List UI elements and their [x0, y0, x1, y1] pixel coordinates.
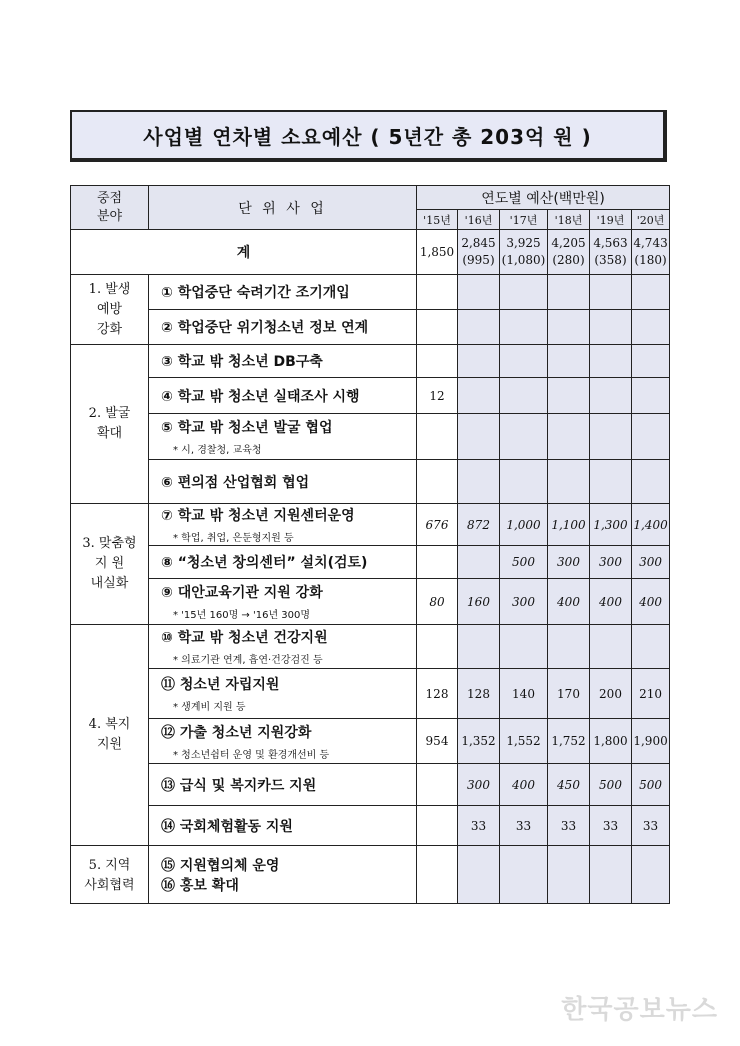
- budget-cell: 400: [632, 579, 670, 625]
- budget-cell: [548, 846, 590, 904]
- budget-cell: 1,752: [548, 719, 590, 764]
- budget-cell: 300: [500, 579, 548, 625]
- table-row: [71, 378, 670, 414]
- year-header: '16년: [458, 210, 500, 230]
- budget-cell: [632, 846, 670, 904]
- total-carryover: (280): [552, 253, 585, 267]
- budget-cell: [458, 846, 500, 904]
- project-cell: [149, 846, 417, 904]
- budget-cell: [632, 378, 670, 414]
- area-cell: 1. 발생 예방 강화: [71, 275, 149, 345]
- project-cell: [149, 625, 417, 669]
- budget-cell: [632, 625, 670, 669]
- project-cell: [149, 504, 417, 546]
- total-carryover: (180): [634, 253, 667, 267]
- budget-cell: 140: [500, 669, 548, 719]
- budget-cell: 170: [548, 669, 590, 719]
- table-row: [71, 719, 670, 764]
- budget-cell: [590, 625, 632, 669]
- table-row: [71, 579, 670, 625]
- total-carryover: (995): [462, 253, 495, 267]
- project-label: ⑦ 학교 밖 청소년 지원센터운영: [161, 508, 355, 524]
- budget-cell: 400: [590, 579, 632, 625]
- budget-cell: 1,800: [590, 719, 632, 764]
- budget-cell: 33: [458, 806, 500, 846]
- budget-cell: 872: [458, 504, 500, 546]
- project-cell: [149, 378, 417, 414]
- budget-cell: 400: [500, 764, 548, 806]
- total-value-cell: [458, 230, 500, 275]
- budget-cell: [548, 310, 590, 345]
- budget-cell: [548, 414, 590, 460]
- header-budget: 연도별 예산(백만원): [417, 186, 670, 210]
- budget-cell: [548, 275, 590, 310]
- table-row: [71, 345, 670, 378]
- budget-cell: 954: [417, 719, 458, 764]
- budget-cell: [417, 806, 458, 846]
- total-value-cell: [548, 230, 590, 275]
- budget-cell: 1,900: [632, 719, 670, 764]
- project-label: ⑭ 국회체험활동 지원: [161, 818, 293, 835]
- budget-cell: [548, 345, 590, 378]
- project-cell: [149, 310, 417, 345]
- budget-cell: [548, 460, 590, 504]
- total-carryover: (358): [594, 253, 627, 267]
- project-label: ⑩ 학교 밖 청소년 건강지원: [161, 630, 328, 646]
- budget-cell: [458, 310, 500, 345]
- budget-cell: 33: [590, 806, 632, 846]
- budget-cell: 300: [458, 764, 500, 806]
- budget-cell: 1,100: [548, 504, 590, 546]
- budget-cell: [632, 275, 670, 310]
- area-cell: 2. 발굴 확대: [71, 345, 149, 504]
- budget-cell: 33: [632, 806, 670, 846]
- budget-cell: 33: [500, 806, 548, 846]
- budget-cell: [417, 310, 458, 345]
- project-label: ⑮ 지원협의체 운영 ⑯ 홍보 확대: [161, 857, 280, 894]
- project-cell: [149, 275, 417, 310]
- project-cell: [149, 460, 417, 504]
- total-value-cell: [417, 230, 458, 275]
- budget-cell: [417, 764, 458, 806]
- budget-cell: [458, 275, 500, 310]
- budget-cell: [458, 378, 500, 414]
- area-cell: 3. 맞춤형 지 원 내실화: [71, 504, 149, 625]
- table-row: [71, 764, 670, 806]
- header-project: 단 위 사 업: [149, 186, 417, 230]
- table-row: [71, 846, 670, 904]
- budget-cell: [590, 310, 632, 345]
- budget-cell: [632, 414, 670, 460]
- project-note: * 시, 경찰청, 교육청: [173, 445, 262, 456]
- project-cell: [149, 579, 417, 625]
- table-row: [71, 669, 670, 719]
- budget-cell: 33: [548, 806, 590, 846]
- project-label: ⑤ 학교 밖 청소년 발굴 협업: [161, 420, 333, 436]
- budget-cell: 300: [632, 546, 670, 579]
- budget-cell: [417, 460, 458, 504]
- year-header: '17년: [500, 210, 548, 230]
- table-row: [71, 625, 670, 669]
- budget-cell: 1,400: [632, 504, 670, 546]
- project-note: * 학업, 취업, 은둔형지원 등: [173, 533, 294, 544]
- budget-cell: 500: [500, 546, 548, 579]
- budget-cell: 300: [590, 546, 632, 579]
- watermark: 한국공보뉴스: [561, 995, 718, 1025]
- budget-cell: 1,552: [500, 719, 548, 764]
- project-cell: [149, 414, 417, 460]
- project-label: ⑧ “청소년 창의센터” 설치(검토): [161, 555, 368, 571]
- budget-cell: [548, 625, 590, 669]
- year-header: '18년: [548, 210, 590, 230]
- table-row: [71, 414, 670, 460]
- project-cell: [149, 669, 417, 719]
- budget-cell: [632, 310, 670, 345]
- project-label: ③ 학교 밖 청소년 DB구축: [161, 354, 323, 370]
- budget-cell: 450: [548, 764, 590, 806]
- project-label: ⑪ 청소년 자립지원: [161, 677, 280, 693]
- budget-cell: [500, 275, 548, 310]
- budget-cell: [417, 414, 458, 460]
- budget-cell: 128: [417, 669, 458, 719]
- budget-cell: [590, 378, 632, 414]
- budget-cell: [500, 460, 548, 504]
- area-cell: 5. 지역 사회협력: [71, 846, 149, 904]
- total-value: 2,845: [461, 236, 496, 250]
- budget-cell: [632, 460, 670, 504]
- budget-cell: [458, 625, 500, 669]
- page-title: 사업별 연차별 소요예산 ( 5년간 총 203억 원 ): [70, 110, 667, 162]
- budget-cell: 80: [417, 579, 458, 625]
- project-cell: [149, 345, 417, 378]
- budget-cell: 1,300: [590, 504, 632, 546]
- budget-cell: 1,000: [500, 504, 548, 546]
- project-note: * 의료기관 연계, 흡연·건강검진 등: [173, 655, 323, 666]
- project-cell: [149, 764, 417, 806]
- table-row: [71, 546, 670, 579]
- header-area: 중점 분야: [71, 186, 149, 230]
- project-label: ⑬ 급식 및 복지카드 지원: [161, 777, 317, 794]
- budget-cell: [500, 310, 548, 345]
- budget-cell: [590, 414, 632, 460]
- budget-cell: [458, 546, 500, 579]
- budget-cell: [500, 414, 548, 460]
- budget-cell: 676: [417, 504, 458, 546]
- budget-cell: [500, 846, 548, 904]
- budget-cell: [632, 345, 670, 378]
- budget-cell: 500: [590, 764, 632, 806]
- total-value: 4,205: [551, 236, 586, 250]
- budget-table: [70, 185, 670, 904]
- budget-cell: [590, 846, 632, 904]
- budget-cell: [500, 625, 548, 669]
- project-cell: [149, 546, 417, 579]
- project-label: ⑥ 편의점 산업협회 협업: [161, 474, 310, 491]
- project-note: * '15년 160명 → '16년 300명: [173, 610, 311, 621]
- budget-cell: 210: [632, 669, 670, 719]
- budget-cell: [458, 460, 500, 504]
- budget-cell: 500: [632, 764, 670, 806]
- budget-cell: [417, 625, 458, 669]
- budget-cell: [417, 275, 458, 310]
- budget-cell: 160: [458, 579, 500, 625]
- budget-cell: [548, 378, 590, 414]
- budget-cell: [590, 460, 632, 504]
- budget-cell: 300: [548, 546, 590, 579]
- budget-cell: 400: [548, 579, 590, 625]
- table-row: [71, 806, 670, 846]
- project-label: ⑨ 대안교육기관 지원 강화: [161, 585, 323, 601]
- total-value: 4,563: [593, 236, 628, 250]
- project-label: ④ 학교 밖 청소년 실태조사 시행: [161, 388, 360, 405]
- budget-cell: 12: [417, 378, 458, 414]
- budget-cell: [500, 378, 548, 414]
- budget-cell: [458, 345, 500, 378]
- budget-cell: [458, 414, 500, 460]
- year-header: '19년: [590, 210, 632, 230]
- project-cell: [149, 806, 417, 846]
- total-value-cell: [632, 230, 670, 275]
- budget-cell: [417, 345, 458, 378]
- project-label: ⑫ 가출 청소년 지원강화: [161, 724, 312, 741]
- budget-cell: [417, 846, 458, 904]
- table-row: [71, 504, 670, 546]
- total-label: 계: [71, 230, 417, 275]
- project-note: * 생계비 지원 등: [173, 702, 246, 713]
- total-value: 1,850: [419, 244, 455, 259]
- total-carryover: (1,080): [501, 253, 546, 267]
- year-header: '15년: [417, 210, 458, 230]
- table-row: [71, 310, 670, 345]
- project-label: ① 학업중단 숙려기간 조기개입: [161, 285, 350, 301]
- budget-cell: [417, 546, 458, 579]
- budget-cell: [500, 345, 548, 378]
- budget-cell: [590, 345, 632, 378]
- budget-cell: [590, 275, 632, 310]
- area-cell: 4. 복지 지원: [71, 625, 149, 846]
- table-row: [71, 275, 670, 310]
- project-label: ② 학업중단 위기청소년 정보 연계: [161, 320, 369, 336]
- project-cell: [149, 719, 417, 764]
- total-value-cell: [590, 230, 632, 275]
- project-note: * 청소년쉼터 운영 및 환경개선비 등: [173, 749, 330, 761]
- budget-cell: 1,352: [458, 719, 500, 764]
- total-value: 4,743: [633, 236, 668, 250]
- year-header: '20년: [632, 210, 670, 230]
- table-row: [71, 460, 670, 504]
- budget-cell: 128: [458, 669, 500, 719]
- total-value: 3,925: [506, 236, 541, 250]
- budget-cell: 200: [590, 669, 632, 719]
- total-value-cell: [500, 230, 548, 275]
